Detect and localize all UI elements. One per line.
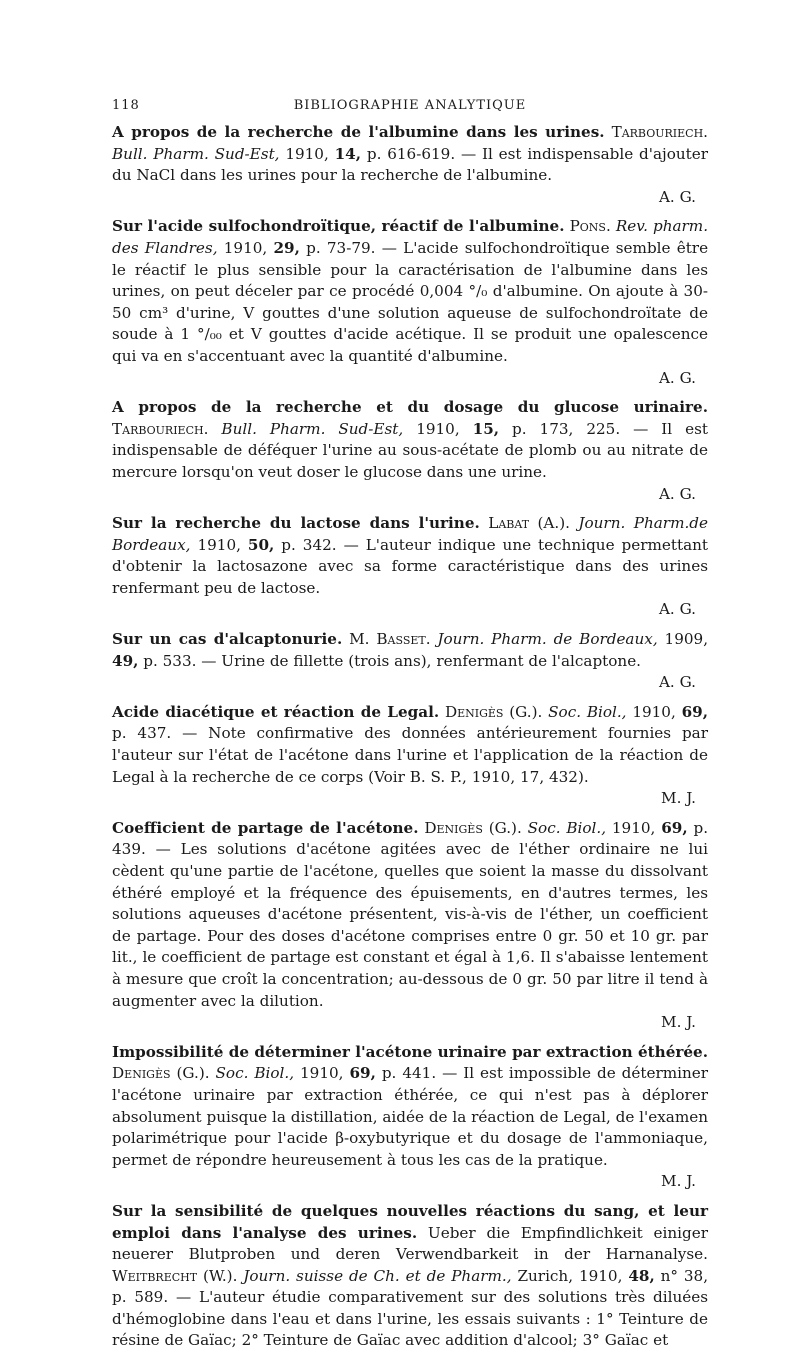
entry-body: — Il est indispensable d'ajouter du NaCl dans les urines pour la recherche de l'albumine.	[112, 144, 708, 185]
entry-place: Zurich,	[517, 1266, 574, 1285]
entry-journal: Soc. Biol.,	[527, 818, 607, 837]
entry-author: Weitbrecht (W.).	[112, 1266, 238, 1285]
entry-journal: Journ. Pharm. de Bordeaux,	[437, 630, 658, 649]
entry-body: — Il est indispensable de déféquer l'urine au sous-acétate de plomb ou au nitrate de mercure lorsqu'on veut doser le glucose dans une urine.	[112, 419, 709, 481]
document-page	[112, 98, 708, 1360]
entry-author: Labat (A.).	[488, 514, 570, 533]
entry-year: 1910,	[285, 144, 329, 163]
entry-number: n° 38,	[660, 1266, 709, 1285]
entry-author: Tarbouriech.	[611, 123, 709, 141]
entry-pages: p. 616-619.	[366, 144, 456, 163]
entry-body: — Note confirmative des données antérieurement fournies par l'auteur sur l'état de l'acétone dans l'urine et l'application de la réaction de Legal à la recherche de ce corps (Voir B. S. P., 1910, 17, 432).	[112, 724, 708, 786]
entry-journal: Soc. Biol.,	[548, 702, 627, 721]
entry-pages: p. 441.	[381, 1064, 437, 1083]
entry-pages: p. 173, 225.	[512, 419, 621, 438]
entry-year: 1910,	[300, 1064, 344, 1083]
running-title: BIBLIOGRAPHIE ANALYTIQUE	[293, 98, 527, 113]
entry-pages: p. 437.	[112, 724, 172, 743]
entry-author: Denigès (G.).	[112, 1064, 210, 1083]
entry-pages: p. 439.	[112, 818, 709, 859]
entry-journal: Bull. Pharm. Sud-Est,	[221, 419, 404, 438]
entry-signature: A. G.	[658, 600, 696, 619]
entry-body: — Urine de fillette (trois ans), renfermant de l'alcaptone.	[201, 651, 642, 670]
entry-journal: Rev. pharm. des Flandres,	[112, 217, 709, 257]
entry-body: — L'auteur indique une technique permettant d'obtenir la lactosazone avec sa forme caractéristique dans des urines renfermant peu de lactose.	[112, 535, 709, 597]
entry-title: Sur un cas d'alcaptonurie.	[112, 630, 343, 649]
entry-volume: 15,	[472, 419, 500, 438]
running-header	[112, 98, 708, 122]
entry-title: Coefficient de partage de l'acétone.	[112, 818, 419, 837]
entry-author: Denigès (G.).	[444, 702, 543, 721]
entry-title: Sur l'acide sulfochondroïtique, réactif de l'albumine.	[112, 217, 565, 236]
entry-year: 1910,	[578, 1266, 623, 1285]
entry-volume: 14,	[334, 144, 362, 163]
entry-body: — Les solutions d'acétone agitées avec de l'éther ordinaire ne lui cèdent qu'une partie de l'acétone, quelles que soient la masse du dissolvant éthéré employé et la fréquence des épuisements, en d'autres termes, les solutions aqueuses d'acétone présentent, vis-à-vis de l'éther, un coefficient de partage. Pour des doses d'acétone comprises entre 0 gr. 50 et 10 gr. par lit., le coefficient de partage est constant et égal à 1,6. Il s'abaisse lentement à mesure que croît la concentration; au-dessous de 0 gr. 50 par litre il tend à augmenter avec la dilution.	[112, 840, 708, 1010]
entry-year: 1910,	[611, 818, 656, 837]
entry-year: 1910,	[197, 535, 241, 554]
bibliography-entry	[112, 216, 708, 389]
entry-volume: 48,	[628, 1266, 655, 1285]
entry-title: Acide diacétique et réaction de Legal.	[112, 702, 440, 721]
entry-signature: M. J.	[661, 1172, 696, 1191]
bibliography-entry	[112, 818, 708, 1034]
entry-volume: 50,	[247, 535, 275, 554]
entry-body: — L'acide sulfochondroïtique semble être le réactif le plus sensible pour la caractérisation de l'albumine dans les urines, on peut déceler par ce procédé 0,004 °/₀ d'albumine. On ajoute à 30-50 cm³ d'urine, V gouttes d'une solution aqueuse de sulfochondroïtate de soude à 1 °/₀₀ et V gouttes d'acide acétique. Il se produit une opalescence qui va en s'accentuant avec la quantité d'albumine.	[112, 238, 709, 365]
entry-year: 1910,	[223, 238, 268, 257]
entry-year: 1910,	[416, 419, 460, 438]
entry-signature: A. G.	[658, 187, 696, 206]
entry-body: — Il est impossible de déterminer l'acétone urinaire par extraction éthérée, ce qui n'est pas à déplorer absolument puisque la distillation, aidée de la réaction de Legal, de l'examen polarimétrique pour l'acide β-oxybutyrique et du dosage de l'ammoniaque, permet de répondre heureusement à tous les cas de la pratique.	[112, 1064, 708, 1169]
entry-author: M. Basset.	[349, 630, 431, 649]
bibliography-entry	[112, 513, 708, 621]
entry-author: Denigès (G.).	[424, 818, 522, 837]
entry-volume: 49,	[112, 651, 139, 670]
entry-journal: Bull. Pharm. Sud-Est,	[112, 144, 280, 163]
entry-title: Impossibilité de déterminer l'acétone urinaire par extraction éthérée.	[112, 1042, 708, 1061]
entry-volume: 69,	[681, 702, 709, 721]
entry-year: 1909,	[664, 630, 709, 649]
entry-title: A propos de la recherche de l'albumine dans les urines.	[112, 123, 605, 141]
entry-journal: Soc. Biol.,	[215, 1064, 295, 1083]
entry-signature: A. G.	[658, 484, 696, 503]
entry-title: Sur la sensibilité de quelques nouvelles réactions du sang, et leur emploi dans l'analyse des urines.	[112, 1201, 708, 1242]
entry-pages: p. 73-79.	[306, 238, 376, 257]
entry-volume: 69,	[349, 1064, 376, 1083]
entry-signature: A. G.	[658, 673, 696, 692]
entry-volume: 69,	[661, 818, 688, 837]
entry-pages: p. 589.	[112, 1288, 169, 1307]
bibliography-entry	[112, 702, 708, 810]
entry-pages: p. 342.	[281, 535, 337, 554]
bibliography-entry	[112, 1042, 708, 1193]
entry-signature: M. J.	[661, 789, 696, 808]
bibliography-entry	[112, 397, 708, 505]
entry-journal: Journ. suisse de Ch. et de Pharm.,	[243, 1266, 512, 1285]
entry-author: Tarbouriech.	[112, 419, 209, 438]
bibliography-entry	[112, 122, 708, 208]
entry-author: Pons.	[569, 217, 611, 236]
entry-pages: p. 533.	[143, 651, 197, 670]
entry-title: A propos de la recherche et du dosage du glucose urinaire.	[112, 398, 708, 417]
entry-body: — L'auteur étudie comparativement sur des solutions très diluées d'hémoglobine dans l'eau et dans l'urine, les essais suivants : 1° Teinture de résine de Gaïac; 2° Teinture de Gaïac avec addition d'alcool; 3° Gaïac et	[112, 1288, 709, 1350]
entry-journal: Journ. Pharm.de Bordeaux,	[112, 514, 709, 554]
entry-subtitle: Ueber die Empfindlichkeit einiger neuerer Blutproben und deren Verwendbarkeit in der Harnanalyse.	[112, 1223, 709, 1264]
entry-volume: 29,	[273, 238, 300, 257]
entry-signature: A. G.	[658, 368, 696, 387]
bibliography-entry	[112, 629, 708, 694]
entry-title: Sur la recherche du lactose dans l'urine.	[112, 514, 480, 533]
entry-signature: M. J.	[661, 1013, 696, 1032]
entry-year: 1910,	[632, 702, 676, 721]
bibliography-entry	[112, 1201, 708, 1352]
page-number: 118	[112, 98, 140, 113]
